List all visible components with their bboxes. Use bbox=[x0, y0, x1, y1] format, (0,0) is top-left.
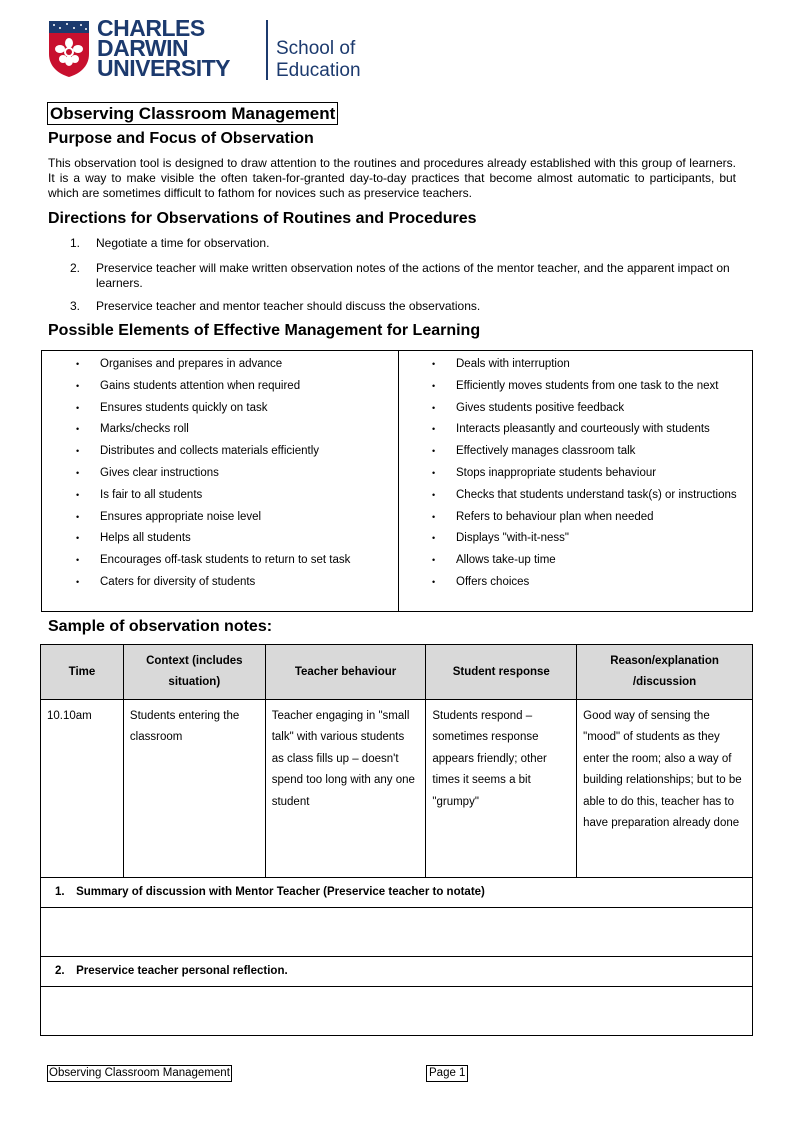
list-text: Preservice teacher and mentor teacher should discuss the observations. bbox=[96, 299, 481, 313]
list-item: • Ensures appropriate noise level bbox=[42, 510, 398, 524]
table-cell: Students entering the classroom bbox=[123, 700, 265, 878]
list-text: Negotiate a time for observation. bbox=[96, 236, 270, 250]
reflection-entry-area[interactable] bbox=[41, 987, 753, 1036]
list-item: • Gives clear instructions bbox=[42, 466, 398, 480]
list-item: • Encourages off-task students to return to set task bbox=[42, 553, 398, 567]
list-item: • Organises and prepares in advance bbox=[42, 357, 398, 371]
table-cell: Teacher engaging in "small talk" with various students as class fills up – doesn't spend too long with any one student bbox=[265, 700, 426, 878]
list-item: • Distributes and collects materials efficiently bbox=[42, 444, 398, 458]
directions-heading: Directions for Observations of Routines and Procedures bbox=[48, 210, 477, 227]
list-number: 2. bbox=[70, 261, 81, 275]
summary-entry-area[interactable] bbox=[41, 908, 753, 957]
list-item bbox=[48, 236, 738, 251]
logo-divider bbox=[266, 20, 268, 80]
column-header: Time bbox=[41, 645, 124, 700]
column-header: Teacher behaviour bbox=[265, 645, 426, 700]
school-name bbox=[276, 38, 361, 82]
list-item: • Gains students attention when required bbox=[42, 379, 398, 393]
shield-icon bbox=[48, 20, 90, 78]
university-line: DARWIN bbox=[97, 35, 189, 61]
reflection-entry-row bbox=[41, 987, 753, 1036]
summary-header-row bbox=[41, 878, 753, 908]
observation-table bbox=[40, 644, 753, 1036]
list-item: • Helps all students bbox=[42, 531, 398, 545]
list-item: • Stops inappropriate students behaviour bbox=[398, 466, 752, 480]
school-line: School of bbox=[276, 38, 356, 59]
list-item: • Marks/checks roll bbox=[42, 422, 398, 436]
table-header-row bbox=[41, 645, 753, 700]
summary-entry-row bbox=[41, 908, 753, 957]
elements-box bbox=[41, 350, 753, 612]
list-item: • Efficiently moves students from one task to the next bbox=[398, 379, 752, 393]
table-row bbox=[41, 700, 753, 878]
list-item: • Refers to behaviour plan when needed bbox=[398, 510, 752, 524]
list-item: • Effectively manages classroom talk bbox=[398, 444, 752, 458]
list-item: • Deals with interruption bbox=[398, 357, 752, 371]
document-title: Observing Classroom Management bbox=[47, 102, 338, 125]
elements-heading: Possible Elements of Effective Management for Learning bbox=[48, 322, 481, 339]
table-cell: Students respond – sometimes response appears friendly; other times it seems a bit "grumpy" bbox=[426, 700, 577, 878]
list-number: 1. bbox=[70, 236, 81, 250]
university-name bbox=[97, 15, 231, 81]
sample-heading: Sample of observation notes: bbox=[48, 618, 273, 635]
table-cell: Good way of sensing the "mood" of students as they enter the room; also a way of building relationships; but to be able to do this, teacher has to have preparation already done bbox=[577, 700, 753, 878]
school-line: Education bbox=[276, 60, 361, 81]
list-item: • Gives students positive feedback bbox=[398, 401, 752, 415]
purpose-text: This observation tool is designed to draw attention to the routines and procedures already established with this group of learners. It is a way to make visible the often taken-for-granted day-to-day practices that become almost automatic to participants, but which are sometimes difficult to fathom for novices such as preservice teachers. bbox=[48, 156, 736, 200]
list-item: • Displays "with-it-ness" bbox=[398, 531, 752, 545]
list-item bbox=[48, 261, 738, 291]
list-item: • Checks that students understand task(s) or instructions bbox=[398, 488, 752, 502]
list-item bbox=[48, 299, 738, 314]
list-item: • Offers choices bbox=[398, 575, 752, 589]
column-header: Context (includes situation) bbox=[123, 645, 265, 700]
university-line: UNIVERSITY bbox=[97, 55, 231, 81]
summary-label: 1. Summary of discussion with Mentor Teacher (Preservice teacher to notate) bbox=[41, 878, 753, 908]
list-item: • Ensures students quickly on task bbox=[42, 401, 398, 415]
footer-title: Observing Classroom Management bbox=[47, 1065, 232, 1082]
column-header: Student response bbox=[426, 645, 577, 700]
table-cell: 10.10am bbox=[41, 700, 124, 878]
reflection-label: 2. Preservice teacher personal reflection. bbox=[41, 957, 753, 987]
list-number: 3. bbox=[70, 299, 81, 313]
university-line: CHARLES bbox=[97, 15, 205, 41]
list-text: Preservice teacher will make written observation notes of the actions of the mentor teacher, and the apparent impact on learners. bbox=[96, 261, 730, 290]
elements-right-column bbox=[398, 351, 752, 611]
page-number: Page 1 bbox=[426, 1065, 468, 1082]
reflection-header-row bbox=[41, 957, 753, 987]
purpose-heading: Purpose and Focus of Observation bbox=[48, 130, 314, 147]
list-item: • Caters for diversity of students bbox=[42, 575, 398, 589]
list-item: • Interacts pleasantly and courteously with students bbox=[398, 422, 752, 436]
elements-left-column bbox=[42, 351, 399, 611]
directions-list bbox=[48, 236, 738, 314]
list-item: • Is fair to all students bbox=[42, 488, 398, 502]
column-header: Reason/explanation /discussion bbox=[577, 645, 753, 700]
list-item: • Allows take-up time bbox=[398, 553, 752, 567]
